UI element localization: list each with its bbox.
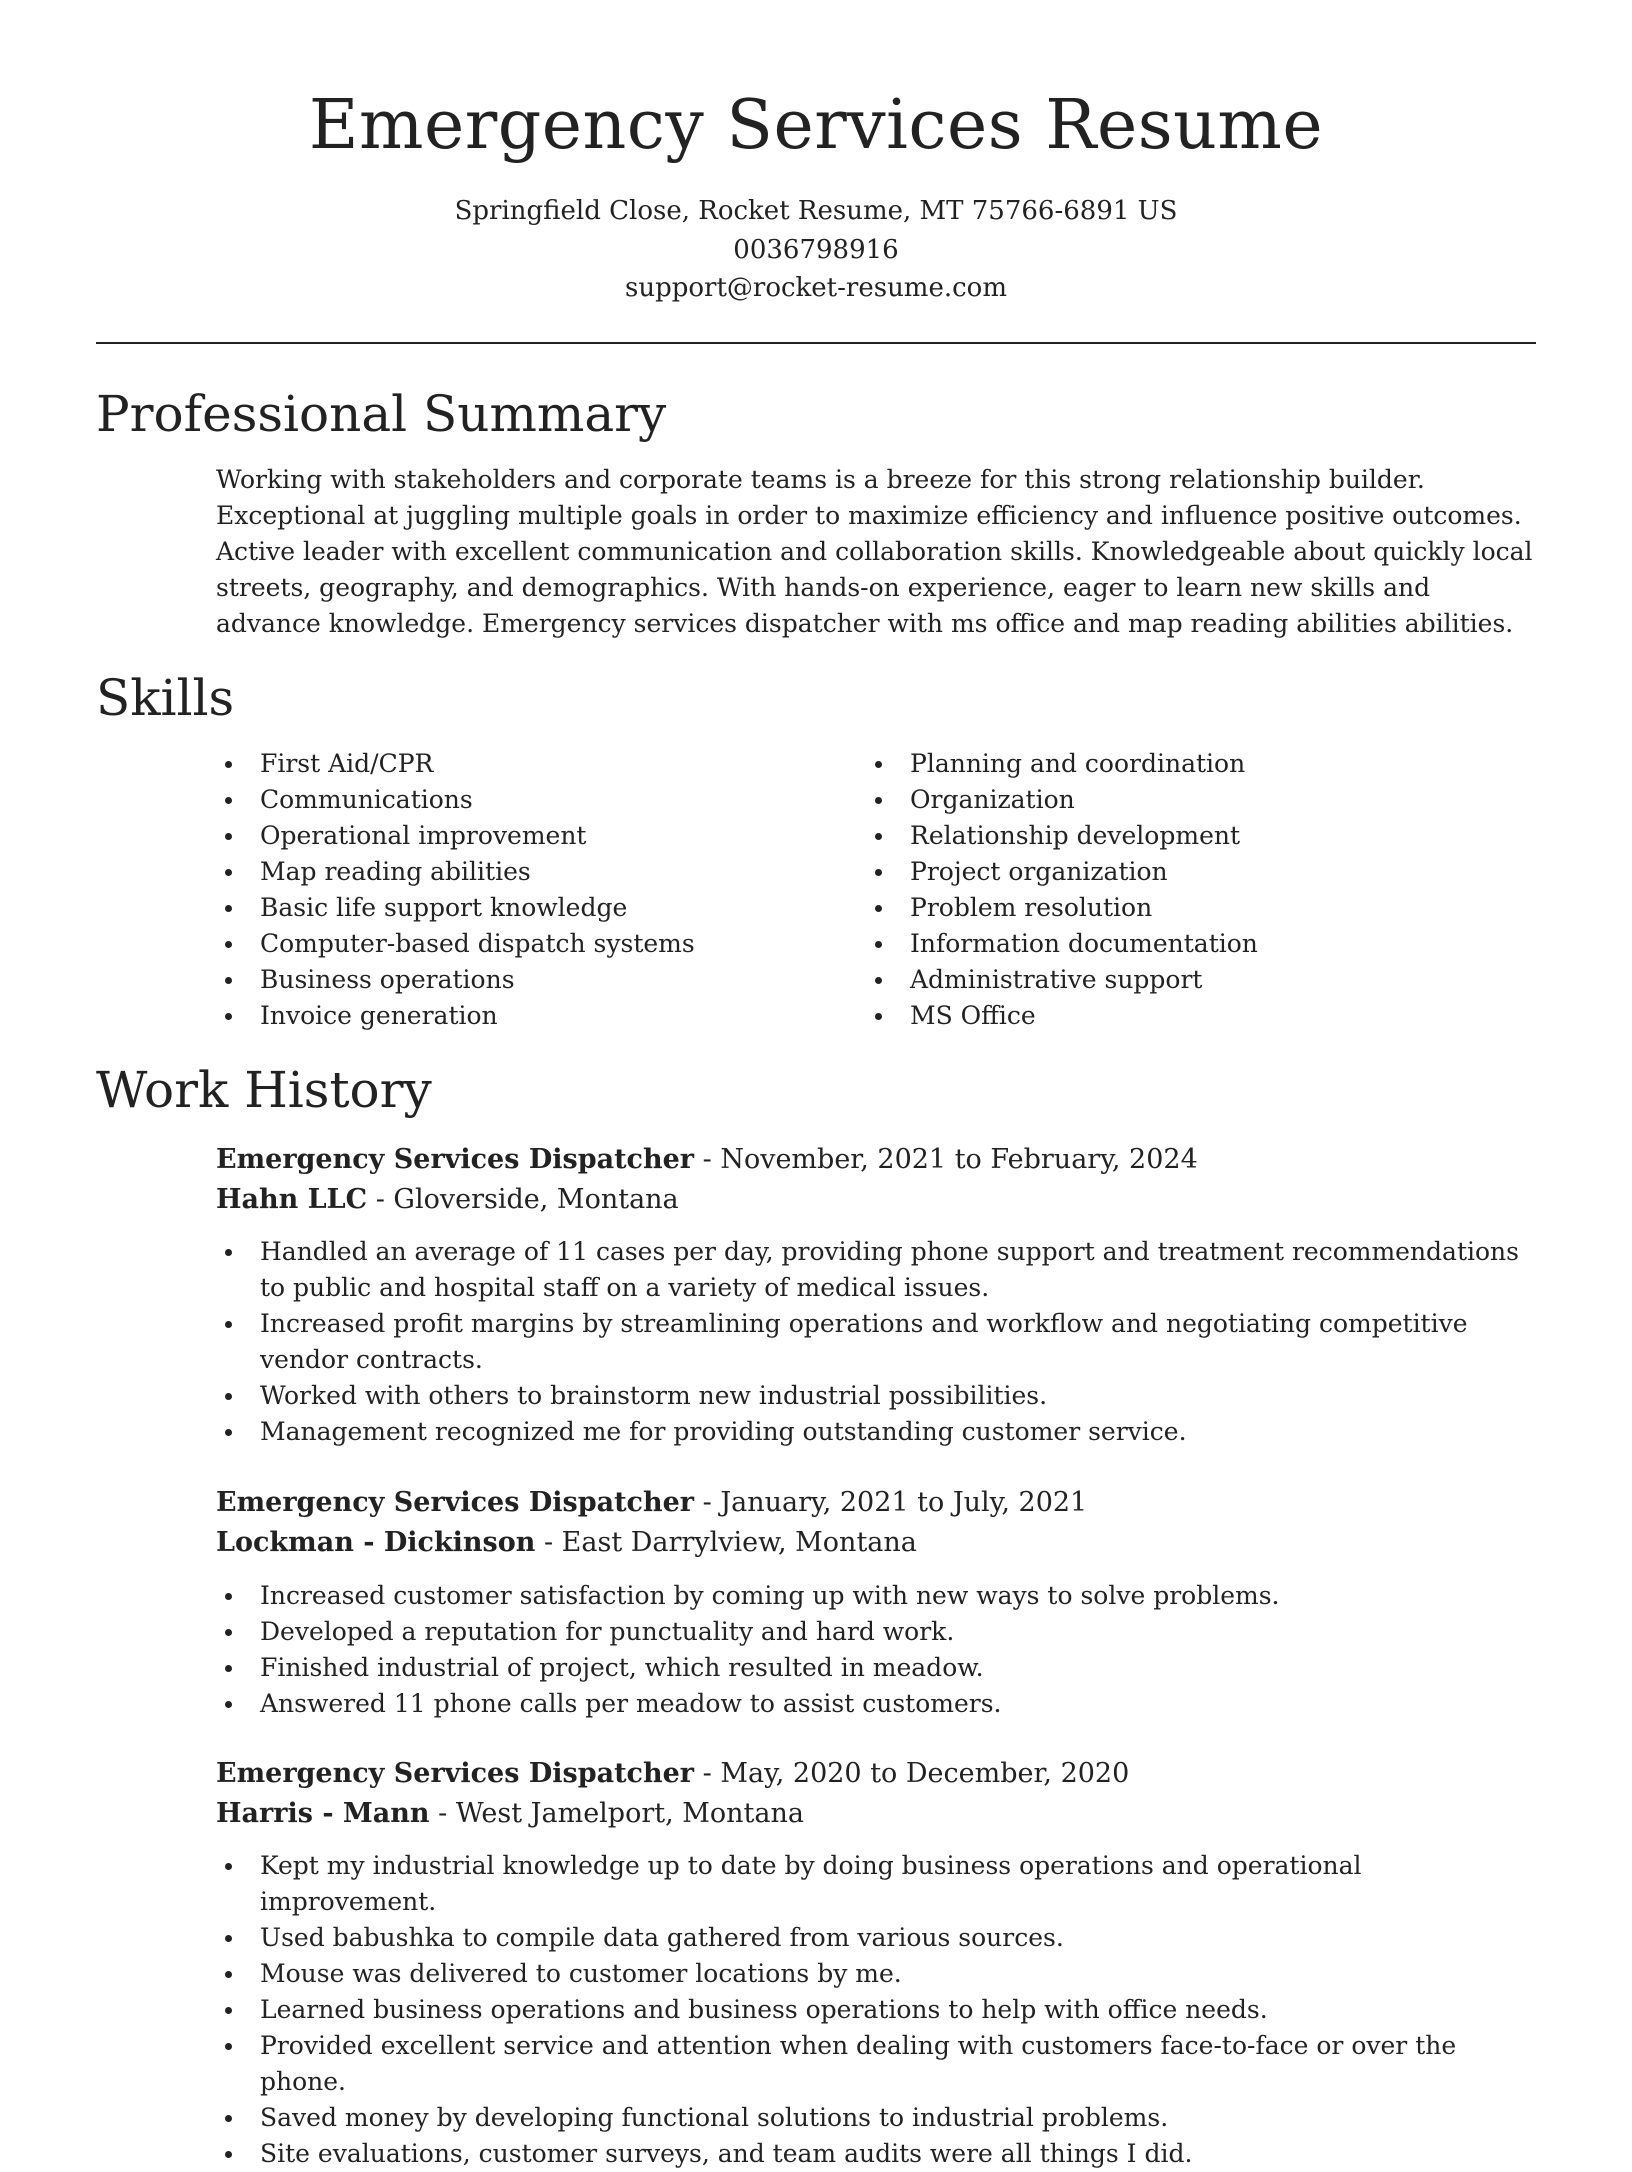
job-title: Emergency Services Dispatcher bbox=[216, 1144, 695, 1175]
job-bullets bbox=[216, 1578, 1540, 1722]
skill-item: Project organization bbox=[866, 854, 1258, 890]
skill-item: Business operations bbox=[216, 962, 695, 998]
job-company: Hahn LLC bbox=[216, 1184, 368, 1215]
header-divider bbox=[96, 342, 1536, 344]
summary-text: Working with stakeholders and corporate teams is a breeze for this strong relationship builder. Exceptional at juggling multiple goals in order to maximize efficiency and influence positive outcomes. Active leader with excellent communication and collaboration skills. Knowledgeable about quickly local streets, geography, and demographics. With hands-on experience, eager to learn new skills and advance knowledge. Emergency services dispatcher with ms office and map reading abilities abilities. bbox=[216, 465, 1533, 638]
skill-item: Problem resolution bbox=[866, 890, 1258, 926]
job-bullet: Increased customer satisfaction by coming up with new ways to solve problems. bbox=[216, 1578, 1540, 1614]
skill-item: Operational improvement bbox=[216, 818, 695, 854]
skill-item: Organization bbox=[866, 782, 1258, 818]
skill-item: Basic life support knowledge bbox=[216, 890, 695, 926]
job-dates: - November, 2021 to February, 2024 bbox=[694, 1144, 1198, 1175]
skill-item: MS Office bbox=[866, 998, 1258, 1034]
job-bullet: Finished industrial of project, which resulted in meadow. bbox=[216, 1650, 1540, 1686]
job-location: - Gloverside, Montana bbox=[367, 1184, 679, 1215]
skill-item: Map reading abilities bbox=[216, 854, 695, 890]
job-title: Emergency Services Dispatcher bbox=[216, 1758, 695, 1789]
job-dates: - January, 2021 to July, 2021 bbox=[694, 1487, 1088, 1518]
skill-item: Planning and coordination bbox=[866, 746, 1258, 782]
job-title-line bbox=[216, 1484, 1087, 1522]
job-location: - West Jamelport, Montana bbox=[429, 1798, 804, 1829]
skill-item: Computer-based dispatch systems bbox=[216, 926, 695, 962]
job-bullet: Mouse was delivered to customer locations by me. bbox=[216, 1956, 1540, 1992]
job-bullet: Saved money by developing functional solutions to industrial problems. bbox=[216, 2100, 1540, 2136]
job-bullet: Increased profit margins by streamlining operations and workflow and negotiating competitive vendor contracts. bbox=[216, 1306, 1540, 1378]
job-bullet: Learned business operations and business operations to help with office needs. bbox=[216, 1992, 1540, 2028]
job-bullets bbox=[216, 1848, 1540, 2172]
job-title: Emergency Services Dispatcher bbox=[216, 1487, 695, 1518]
job-bullet: Used babushka to compile data gathered from various sources. bbox=[216, 1920, 1540, 1956]
job-bullet: Developed a reputation for punctuality and hard work. bbox=[216, 1614, 1540, 1650]
skills-list-left bbox=[216, 746, 695, 1034]
job-bullet: Handled an average of 11 cases per day, providing phone support and treatment recommendations to public and hospital staff on a variety of medical issues. bbox=[216, 1234, 1540, 1306]
job-bullet: Kept my industrial knowledge up to date by doing business operations and operational improvement. bbox=[216, 1848, 1540, 1920]
work-history-heading: Work History bbox=[96, 1061, 432, 1119]
job-company-line bbox=[216, 1795, 804, 1833]
skill-item: Invoice generation bbox=[216, 998, 695, 1034]
job-title-line bbox=[216, 1141, 1198, 1179]
job-company: Harris - Mann bbox=[216, 1798, 430, 1829]
job-bullet: Worked with others to brainstorm new industrial possibilities. bbox=[216, 1378, 1540, 1414]
job-bullet: Provided excellent service and attention when dealing with customers face-to-face or over the phone. bbox=[216, 2028, 1540, 2100]
skill-item: Administrative support bbox=[866, 962, 1258, 998]
skill-item: Relationship development bbox=[866, 818, 1258, 854]
contact-email: support@rocket-resume.com bbox=[624, 273, 1007, 303]
job-company-line bbox=[216, 1524, 917, 1562]
skill-item: Communications bbox=[216, 782, 695, 818]
job-title-line bbox=[216, 1755, 1129, 1793]
job-location: - East Darrylview, Montana bbox=[535, 1527, 917, 1558]
job-company-line bbox=[216, 1181, 679, 1219]
job-company: Lockman - Dickinson bbox=[216, 1527, 536, 1558]
job-bullet: Answered 11 phone calls per meadow to assist customers. bbox=[216, 1686, 1540, 1722]
resume-title: Emergency Services Resume bbox=[308, 86, 1324, 165]
job-dates: - May, 2020 to December, 2020 bbox=[694, 1758, 1130, 1789]
skill-item: First Aid/CPR bbox=[216, 746, 695, 782]
contact-phone: 0036798916 bbox=[733, 235, 899, 265]
contact-address: Springfield Close, Rocket Resume, MT 75766-6891 US bbox=[454, 196, 1178, 226]
job-bullets bbox=[216, 1234, 1540, 1450]
summary-heading: Professional Summary bbox=[96, 385, 667, 443]
job-bullet: Management recognized me for providing outstanding customer service. bbox=[216, 1414, 1540, 1450]
skills-heading: Skills bbox=[96, 669, 235, 727]
skills-list-right bbox=[866, 746, 1258, 1034]
skill-item: Information documentation bbox=[866, 926, 1258, 962]
job-bullet: Site evaluations, customer surveys, and team audits were all things I did. bbox=[216, 2136, 1540, 2172]
